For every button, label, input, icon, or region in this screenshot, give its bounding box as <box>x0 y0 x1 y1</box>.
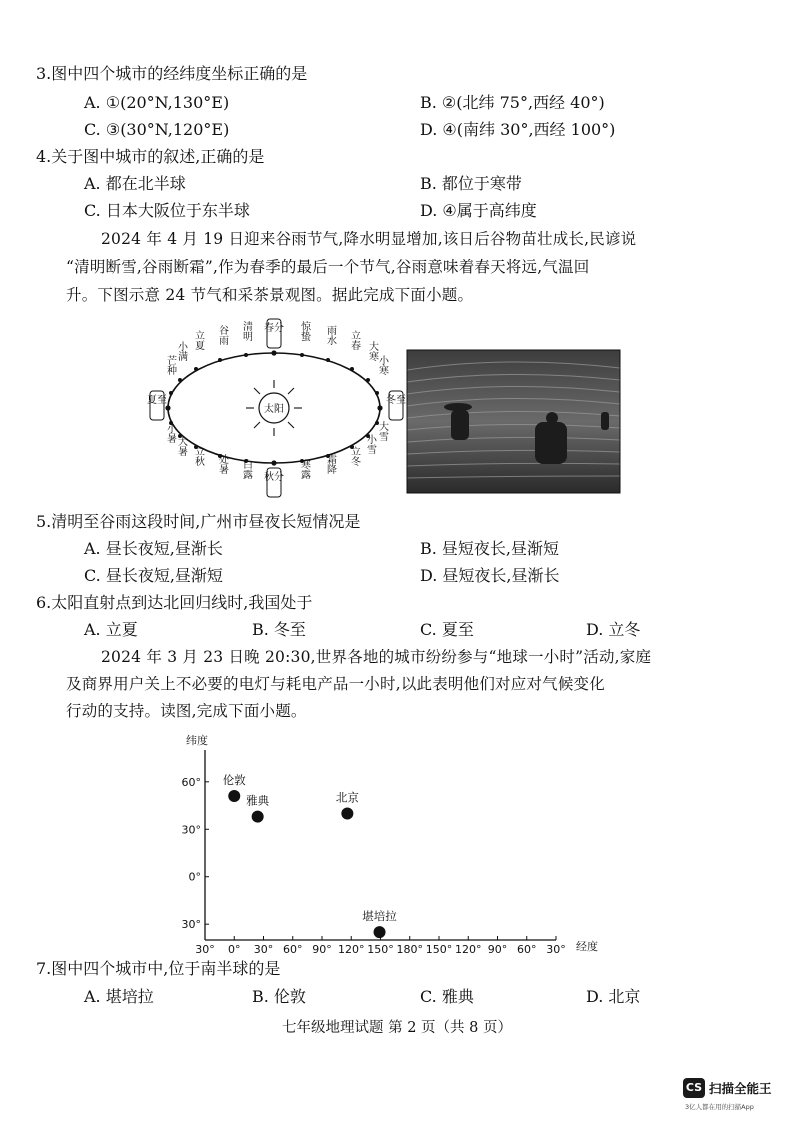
x-tick-label: 30° <box>253 943 274 956</box>
x-tick-label: 30° <box>195 943 215 956</box>
x-tick-label: 150° <box>367 943 394 956</box>
passage2-line-1: 2024 年 3 月 23 日晚 20:30,世界各地的城市纷纷参与“地球一小时”活动,家庭 <box>101 648 652 666</box>
x-tick-label: 90° <box>312 943 332 956</box>
orbit-dot <box>300 353 304 357</box>
x-axis-label: 经度 <box>576 940 598 953</box>
q7-stem: 7.图中四个城市中,位于南半球的是 <box>36 959 281 978</box>
logo-badge: CS <box>683 1078 705 1098</box>
x-tick-label: 60° <box>283 943 303 956</box>
q6-option-b: B. 冬至 <box>252 620 306 639</box>
orbit-dot <box>169 391 173 395</box>
passage1-line-3: 升。下图示意 24 节气和采茶景观图。据此完成下面小题。 <box>66 286 474 304</box>
city-location-chart <box>178 730 618 960</box>
orbit-dot <box>326 358 330 362</box>
orbit-dot <box>271 350 276 355</box>
hat-shape <box>444 403 472 411</box>
term-daxue: 大雪 <box>376 421 388 441</box>
passage2-line-3: 行动的支持。读图,完成下面小题。 <box>66 702 307 720</box>
term-lixia: 立夏 <box>192 330 204 350</box>
term-guyu: 谷雨 <box>216 325 228 345</box>
q5-option-b: B. 昼短夜长,昼渐短 <box>420 539 560 558</box>
orbit-dot <box>377 405 382 410</box>
x-tick-label: 120° <box>338 943 365 956</box>
q6-option-d: D. 立冬 <box>586 620 641 639</box>
term-dahan: 大寒 <box>366 341 378 361</box>
city-point <box>374 926 386 938</box>
q3-option-a: A. ①(20°N,130°E) <box>84 93 230 112</box>
city-label: 雅典 <box>246 793 270 808</box>
term-lidong: 立冬 <box>348 446 360 466</box>
q3-stem: 3.图中四个城市的经纬度坐标正确的是 <box>36 64 308 83</box>
y-tick-label: 60° <box>181 775 201 789</box>
term-liqiu: 立秋 <box>192 446 204 466</box>
tea-picking-photo <box>407 350 620 493</box>
city-point <box>228 790 240 802</box>
city-label: 堪培拉 <box>362 909 397 924</box>
term-jingzhe: 惊蛰 <box>298 321 310 341</box>
q7-option-a: A. 堪培拉 <box>84 987 154 1006</box>
y-axis-label: 纬度 <box>186 734 208 747</box>
term-qingming: 清明 <box>240 321 252 341</box>
spring-equinox-label: 春分 <box>264 323 284 334</box>
term-xiaoxue: 小雪 <box>364 434 376 454</box>
x-tick-label: 0° <box>228 943 241 956</box>
term-mangzhong: 芒种 <box>164 355 176 375</box>
q5-stem: 5.清明至谷雨这段时间,广州市昼夜长短情况是 <box>36 512 361 531</box>
y-tick-label: 0° <box>188 870 201 884</box>
q7-option-b: B. 伦敦 <box>252 987 306 1006</box>
x-tick-label: 120° <box>455 943 482 956</box>
q6-stem: 6.太阳直射点到达北回归线时,我国处于 <box>36 593 313 612</box>
term-dashu: 大暑 <box>175 436 187 456</box>
orbit-dot <box>366 378 370 382</box>
term-xiaohan: 小寒 <box>376 355 388 375</box>
term-lichun: 立春 <box>348 330 360 350</box>
logo-subtitle: 3亿人都在用的扫描App <box>685 1103 754 1111</box>
y-tick-label: 30° <box>181 918 201 932</box>
passage2-line-2: 及商界用户关上不必要的电灯与耗电产品一小时,以此表明他们对应对气候变化 <box>66 675 605 693</box>
q4-option-a: A. 都在北半球 <box>84 174 186 193</box>
winter-solstice-label: 冬至 <box>386 395 406 406</box>
city-label: 北京 <box>335 790 359 805</box>
q6-option-c: C. 夏至 <box>420 620 474 639</box>
term-bailu: 白露 <box>240 459 252 479</box>
q5-option-a: A. 昼长夜短,昼渐长 <box>84 539 223 558</box>
q7-option-d: D. 北京 <box>586 987 641 1006</box>
q4-option-d: D. ④属于高纬度 <box>420 201 537 220</box>
solar-terms-diagram <box>147 318 406 498</box>
orbit-dot <box>350 367 354 371</box>
y-tick-label: 30° <box>181 823 201 837</box>
term-hanlu: 寒露 <box>298 459 310 479</box>
x-tick-label: 90° <box>487 943 508 956</box>
q5-option-d: D. 昼短夜长,昼渐长 <box>420 566 560 585</box>
orbit-dot <box>244 353 248 357</box>
summer-solstice-label: 夏至 <box>147 395 167 406</box>
scanner-logo <box>683 1078 793 1118</box>
term-chushu: 处暑 <box>216 454 228 474</box>
q3-option-d: D. ④(南纬 30°,西经 100°) <box>420 120 616 139</box>
x-tick-label: 150° <box>425 943 453 956</box>
q3-option-b: B. ②(北纬 75°,西经 40°) <box>420 93 605 112</box>
orbit-dot <box>194 367 198 371</box>
term-xiaoshu: 小暑 <box>164 423 176 443</box>
q4-option-c: C. 日本大阪位于东半球 <box>84 201 250 220</box>
orbit-dot <box>218 358 222 362</box>
q3-option-c: C. ③(30°N,120°E) <box>84 120 230 139</box>
city-point <box>341 807 353 819</box>
autumn-equinox-label: 秋分 <box>264 472 284 483</box>
orbit-dot <box>178 378 182 382</box>
orbit-dot <box>165 405 170 410</box>
page-footer: 七年级地理试题 第 2 页（共 8 页） <box>282 1020 512 1036</box>
city-point <box>252 811 264 823</box>
term-xiaoman: 小满 <box>175 341 187 361</box>
city-label: 伦敦 <box>222 773 246 788</box>
q6-option-a: A. 立夏 <box>84 620 138 639</box>
orbit-dot <box>271 460 276 465</box>
term-shuangjiang: 霜降 <box>324 454 336 474</box>
orbit-dot <box>375 391 379 395</box>
sun-label: 太阳 <box>264 404 284 415</box>
passage1-line-1: 2024 年 4 月 19 日迎来谷雨节气,降水明显增加,该日后谷物苗壮成长,民谚说 <box>101 230 637 248</box>
x-tick-label: 60° <box>517 943 537 956</box>
q5-option-c: C. 昼长夜短,昼渐短 <box>84 566 223 585</box>
term-yushui: 雨水 <box>324 325 336 345</box>
q4-stem: 4.关于图中城市的叙述,正确的是 <box>36 147 265 166</box>
q4-option-b: B. 都位于寒带 <box>420 174 522 193</box>
x-tick-label: 180° <box>396 943 423 956</box>
passage1-line-2: “清明断雪,谷雨断霜”,作为春季的最后一个节气,谷雨意味着春天将远,气温回 <box>66 258 590 276</box>
logo-title: 扫描全能王 <box>709 1081 772 1096</box>
x-tick-label: 30° <box>546 943 566 956</box>
q7-option-c: C. 雅典 <box>420 987 474 1006</box>
